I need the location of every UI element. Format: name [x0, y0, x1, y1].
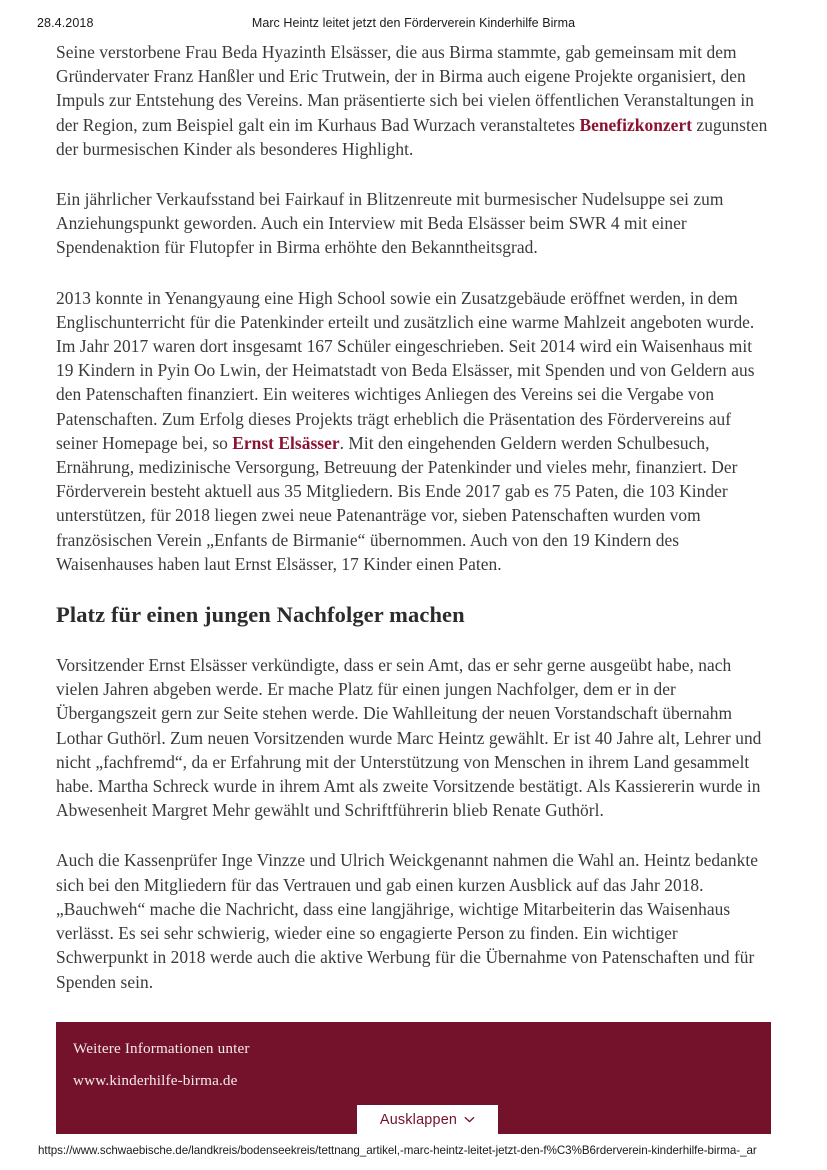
info-box-website-line: www.kinderhilfe-birma.de [73, 1072, 238, 1089]
ernst-elsaesser-link[interactable]: Ernst Elsässer [232, 432, 340, 453]
print-footer-url: https://www.schwaebische.de/landkreis/bodenseekreis/tettnang_artikel,-marc-heintz-leitet-jetzt-den-f%C3%B6rderverein-kinderhilfe-birma-_ar [38, 1144, 757, 1157]
print-header [0, 16, 827, 36]
info-box-line-1: Weitere Informationen unter [73, 1040, 250, 1057]
article-paragraph-4: Vorsitzender Ernst Elsässer verkündigte, dass er sein Amt, das er sehr gerne ausgeübt habe, nach vielen Jahren abgeben werde. Er mache Platz für einen jungen Nachfolger, dem er in der Übergangszeit gern zur Seite stehen werde. Die Wahlleitung der neuen Vorstandschaft übernahm Lothar Guthörl. Zum neuen Vorsitzenden wurde Marc Heintz gewählt. Er ist 40 Jahre alt, Lehrer und nicht „fachfremd“, da er Erfahrung mit der Unterstützung von Menschen in ihrem Land gesammelt habe. Martha Schreck wurde in ihrem Amt als zweite Vorsitzende bestätigt. Als Kassiererin wurde in Abwesenheit Margret Mehr gewählt und Schriftführerin blieb Renate Guthörl. [56, 655, 762, 821]
paragraph-3-text-before-link: 2013 konnte in Yenangyaung eine High School sowie ein Zusatzgebäude eröffnet werden, in dem Englischunterricht für die Patenkinder erteilt und zusätzlich eine warme Mahlzeit angeboten wurde. Im Jahr 2017 waren dort insgesamt 167 Schüler eingeschrieben. Seit 2014 wird ein Waisenhaus mit 19 Kindern in Pyin Oo Lwin, der Heimatstadt von Beda Elsässer, mit Spenden und von Geldern aus den Patenschaften finanziert. Ein weiteres wichtiges Anliegen des Vereins sei die Vergabe von Patenschaften. Zum Erfolg dieses Projekts trägt erheblich die Präsentation des Fördervereins auf seiner Homepage bei, so [56, 287, 755, 453]
article-body [56, 40, 772, 1020]
expand-button[interactable] [357, 1105, 498, 1134]
info-box [56, 1022, 771, 1134]
chevron-down-icon [464, 1114, 475, 1125]
print-article-title: Marc Heintz leitet jetzt den Förderverein Kinderhilfe Birma [251, 16, 576, 30]
paragraph-1-text-after-link: zugunsten der burmesischen Kinder als besonderes Highlight. [56, 114, 768, 159]
article-paragraph-1 [56, 40, 772, 161]
section-heading: Platz für einen jungen Nachfolger machen [56, 602, 465, 628]
print-footer [38, 1141, 827, 1159]
print-date: 28.4.2018 [37, 16, 94, 30]
article-paragraph-3 [56, 286, 772, 576]
benefizkonzert-link[interactable]: Benefizkonzert [579, 114, 693, 135]
paragraph-1-text-before-link: Seine verstorbene Frau Beda Hyazinth Elsässer, die aus Birma stammte, gab gemeinsam mit dem Gründervater Franz Hanßler und Eric Trutwein, der in Birma auch eigene Projekte organisiert, den Impuls zur Entstehung des Vereins. Man präsentierte sich bei vielen öffentlichen Veranstaltungen in der Region, zum Beispiel galt ein im Kurhaus Bad Wurzach veranstaltetes [56, 42, 754, 135]
paragraph-3-text-after-link: . Mit den eingehenden Geldern werden Schulbesuch, Ernährung, medizinische Versorgung, Betreuung der Patenkinder und vieles mehr, finanziert. Der Förderverein besteht aktuell aus 35 Mitgliedern. Bis Ende 2017 gab es 75 Paten, die 103 Kinder unterstützen, für 2018 liegen zwei neue Patenanträge vor, sieben Patenschaften wurden vom französischen Verein „Enfants de Birmanie“ übernommen. Auch von den 19 Kindern des Waisenhauses haben laut Ernst Elsässer, 17 Kinder einen Paten. [56, 432, 738, 574]
article-paragraph-5: Auch die Kassenprüfer Inge Vinzze und Ulrich Weickgenannt nahmen die Wahl an. Heintz bedankte sich bei den Mitgliedern für das Vertrauen und gab einen kurzen Ausblick auf das Jahr 2018. „Bauchweh“ mache die Nachricht, dass eine langjährige, wichtige Mitarbeiterin das Waisenhaus verlässt. Es sei sehr schwierig, wieder eine so engagierte Person zu finden. Ein wichtiger Schwerpunkt in 2018 werde auch die aktive Werbung für die Übernahme von Patenschaften und für Spenden sein. [56, 850, 759, 992]
expand-button-label: Ausklappen [379, 1112, 458, 1129]
article-paragraph-2: Ein jährlicher Verkaufsstand bei Fairkauf in Blitzenreute mit burmesischer Nudelsuppe sei zum Anziehungspunkt geworden. Auch ein Interview mit Beda Elsässer beim SWR 4 mit einer Spendenaktion für Flutopfer in Birma erhöhte den Bekanntheitsgrad. [56, 189, 724, 258]
